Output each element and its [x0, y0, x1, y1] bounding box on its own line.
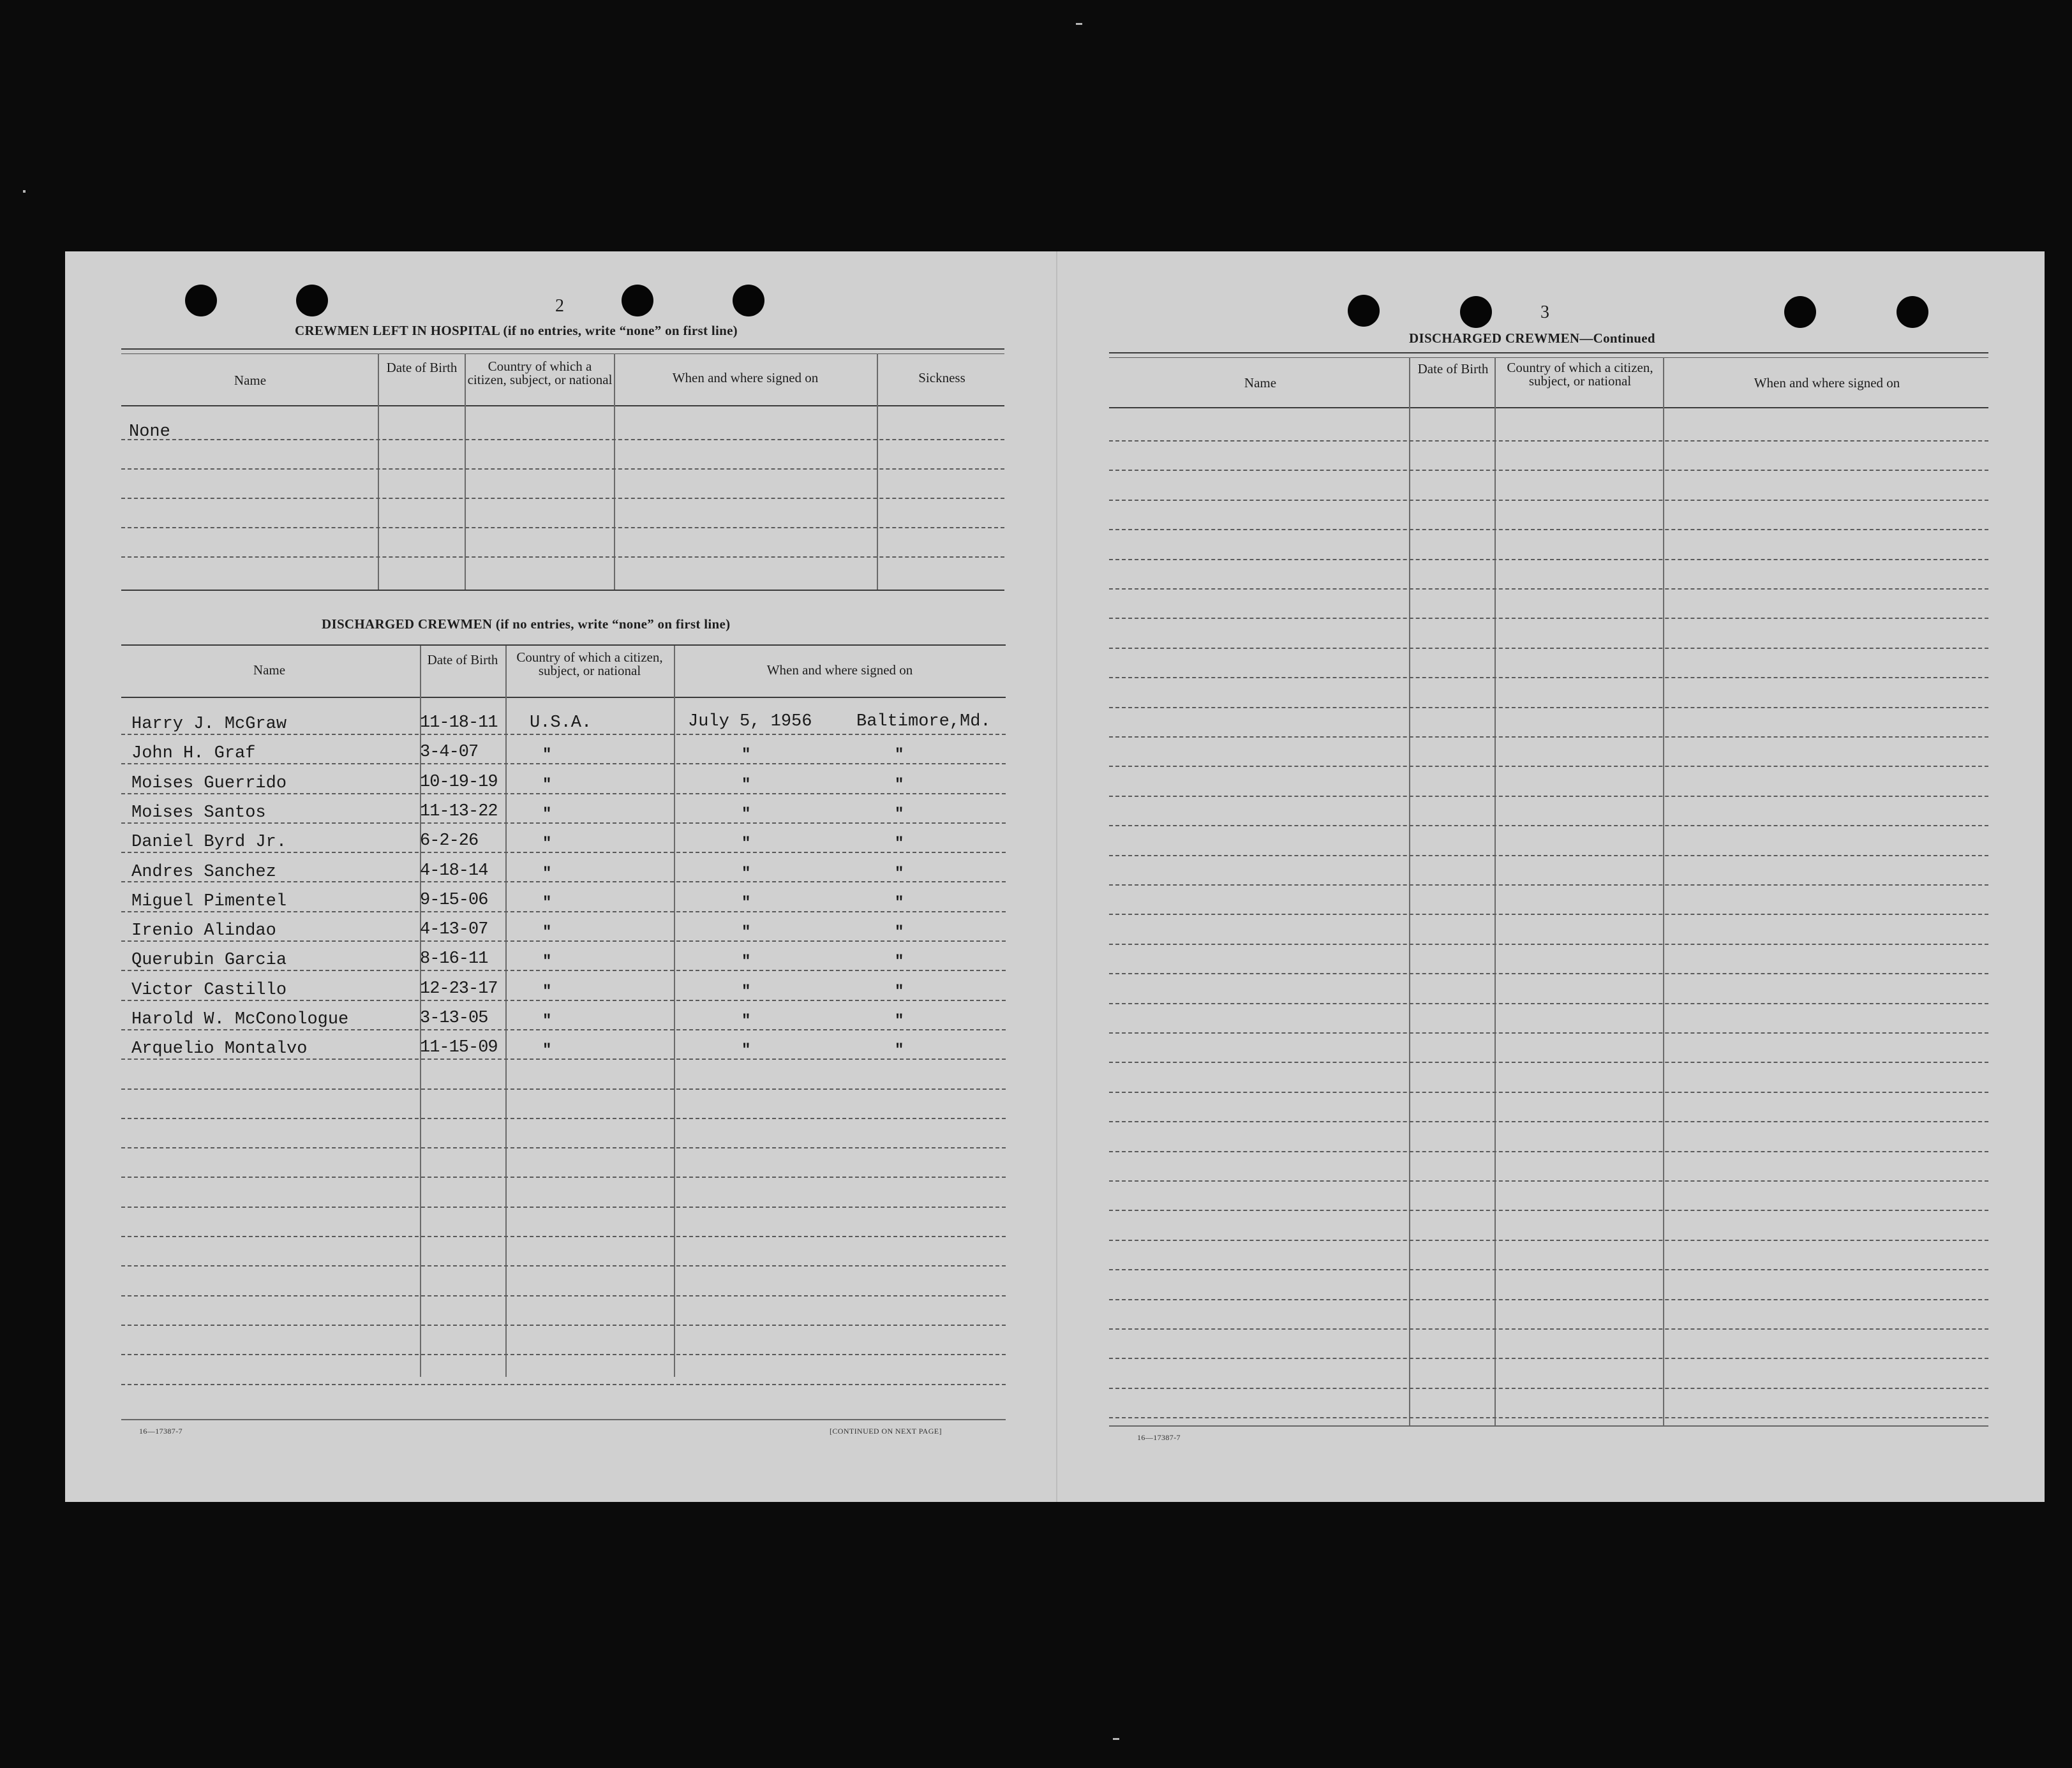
table-bottom-rule [121, 1419, 1006, 1420]
row-line [1109, 1180, 1988, 1182]
column-divider [1663, 357, 1664, 1425]
ditto-mark: " [895, 805, 904, 823]
hospital-title-text: CREWMEN LEFT IN HOSPITAL [295, 323, 500, 338]
ditto-mark: " [742, 747, 751, 764]
scan-speck [23, 190, 26, 193]
crewman-name: Victor Castillo [131, 980, 287, 1000]
header-bottom-rule [1109, 407, 1988, 408]
ditto-mark: " [542, 1042, 552, 1060]
row-line [1109, 1328, 1988, 1330]
ditto-mark: " [742, 805, 751, 823]
crewman-dob: 3-4-07 [420, 743, 479, 762]
crewman-dob: 6-2-26 [420, 831, 479, 851]
row-line [121, 1295, 1006, 1296]
crewman-name: Harry J. McGraw [131, 715, 287, 734]
column-header-country: Country of which a citizen, subject, or national [467, 359, 613, 387]
row-line [121, 527, 1004, 528]
crewman-name: Harold W. McConologue [131, 1010, 349, 1029]
row-line [1109, 825, 1988, 826]
column-header-dob: Date of Birth [386, 360, 458, 375]
ditto-mark: " [542, 776, 552, 794]
row-line [1109, 855, 1988, 856]
header-bottom-rule [121, 405, 1004, 406]
ditto-mark: " [895, 747, 904, 764]
ditto-mark: " [542, 953, 552, 971]
crewman-name: Moises Guerrido [131, 773, 287, 793]
ditto-mark: " [742, 953, 751, 971]
row-line [1109, 884, 1988, 886]
ditto-mark: " [895, 1042, 904, 1060]
crewman-name: Andres Sanchez [131, 862, 276, 882]
ditto-mark: " [895, 1013, 904, 1030]
row-line [1109, 529, 1988, 530]
row-line [121, 1147, 1006, 1148]
ditto-mark: " [742, 924, 751, 942]
row-line [1109, 796, 1988, 797]
crewman-name: John H. Graf [131, 744, 256, 764]
scan-speck [1113, 1738, 1119, 1740]
row-line [121, 1000, 1006, 1001]
table-top-rule [121, 644, 1006, 646]
header-bottom-rule [121, 697, 1006, 698]
ditto-mark: " [895, 983, 904, 1000]
row-line [121, 1384, 1006, 1385]
crewman-name: Moises Santos [131, 803, 266, 822]
ditto-mark: " [742, 835, 751, 853]
row-line [121, 1177, 1006, 1178]
table-bottom-rule [121, 590, 1004, 591]
ditto-mark: " [895, 953, 904, 971]
row-line [1109, 944, 1988, 945]
row-line [121, 468, 1004, 470]
crewman-dob: 11-18-11 [420, 713, 498, 732]
ditto-mark: " [742, 776, 751, 794]
row-line [1109, 1062, 1988, 1063]
crewman-dob: 10-19-19 [420, 772, 498, 792]
ditto-mark: " [542, 924, 552, 942]
row-line [121, 734, 1006, 735]
row-line [121, 822, 1006, 824]
row-line [1109, 618, 1988, 619]
column-divider [505, 646, 507, 1377]
row-line [1109, 559, 1988, 560]
row-line [121, 1265, 1006, 1267]
row-line [121, 1354, 1006, 1355]
row-line [121, 1325, 1006, 1326]
crewman-dob: 9-15-06 [420, 890, 488, 910]
punch-hole [1348, 295, 1380, 327]
ditto-mark: " [742, 1042, 751, 1060]
column-header-sickness: Sickness [918, 370, 965, 385]
row-line [121, 970, 1006, 971]
row-line [1109, 500, 1988, 501]
row-line [1109, 1032, 1988, 1034]
column-header-country: Country of which a citizen, subject, or national [1507, 360, 1653, 389]
row-line [1109, 648, 1988, 649]
column-header-dob: Date of Birth [427, 652, 498, 667]
hospital-section-title [295, 323, 738, 339]
row-line [121, 1118, 1006, 1119]
ditto-mark: " [895, 776, 904, 794]
form-number: 16—17387-7 [1137, 1433, 1181, 1442]
table-bottom-rule [1109, 1425, 1988, 1427]
row-line [1109, 1388, 1988, 1389]
crewman-dob: 4-18-14 [420, 861, 488, 880]
ditto-mark: " [895, 835, 904, 853]
crewman-dob: 11-15-09 [420, 1038, 498, 1058]
column-header-dob: Date of Birth [1417, 361, 1489, 376]
column-divider [877, 353, 878, 591]
row-line [1109, 1269, 1988, 1270]
hospital-title-note: (if no entries, write “none” on first line) [503, 323, 738, 338]
row-line [1109, 1299, 1988, 1300]
row-line [1109, 736, 1988, 738]
hospital-entry: None [129, 422, 170, 442]
row-line [121, 763, 1006, 764]
row-line [1109, 1121, 1988, 1122]
row-line [121, 1088, 1006, 1090]
crewman-dob: 4-13-07 [420, 920, 488, 940]
column-header-name: Name [253, 662, 286, 678]
signed-on-place: Baltimore,Md. [856, 712, 991, 731]
crewman-dob: 8-16-11 [420, 949, 488, 969]
row-line [1109, 440, 1988, 442]
row-line [1109, 1151, 1988, 1152]
row-line [121, 911, 1006, 912]
page-number: 2 [555, 296, 564, 316]
row-line [121, 881, 1006, 882]
row-line [1109, 1003, 1988, 1004]
row-line [1109, 914, 1988, 915]
crewman-name: Irenio Alindao [131, 921, 276, 941]
ditto-mark: " [742, 983, 751, 1000]
form-number: 16—17387-7 [139, 1427, 183, 1436]
ditto-mark: " [542, 805, 552, 823]
discharged-continued-title [1409, 331, 1655, 346]
column-header-name: Name [234, 373, 267, 388]
column-header-when-where: When and where signed on [1754, 375, 1900, 390]
row-line [121, 498, 1004, 499]
row-line [1109, 973, 1988, 974]
continued-title-suffix: —Continued [1579, 331, 1655, 346]
table-top-rule [121, 353, 1004, 354]
ditto-mark: " [895, 924, 904, 942]
right-page [1058, 251, 2045, 1502]
scan-speck [1076, 23, 1082, 25]
page-fold [1056, 251, 1057, 1502]
row-line [121, 1029, 1006, 1030]
row-line [121, 439, 1004, 440]
ditto-mark: " [542, 747, 552, 764]
left-page [65, 251, 1054, 1502]
column-divider [674, 646, 675, 1377]
row-line [1109, 1092, 1988, 1093]
column-header-when-where: When and where signed on [766, 662, 913, 678]
discharged-title-note: (if no entries, write “none” on first line) [495, 616, 731, 632]
ditto-mark: " [542, 983, 552, 1000]
column-divider [1494, 357, 1496, 1425]
crewman-name: Querubin Garcia [131, 951, 287, 970]
ditto-mark: " [542, 1013, 552, 1030]
crewman-dob: 11-13-22 [420, 801, 498, 821]
row-line [1109, 1210, 1988, 1211]
column-header-country: Country of which a citizen, subject, or national [516, 650, 663, 678]
row-line [1109, 1240, 1988, 1241]
column-header-when-where: When and where signed on [672, 370, 819, 385]
document-sheet [65, 251, 2045, 1502]
ditto-mark: " [542, 865, 552, 882]
row-line [1109, 766, 1988, 767]
row-line [1109, 707, 1988, 708]
table-top-rule [1109, 357, 1988, 358]
punch-hole [296, 285, 328, 316]
page-number: 3 [1540, 302, 1549, 322]
punch-hole [1784, 296, 1816, 328]
column-divider [378, 353, 379, 591]
punch-hole [1897, 296, 1928, 328]
row-line [1109, 677, 1988, 678]
row-line [121, 1059, 1006, 1060]
punch-hole [1460, 296, 1492, 328]
table-top-rule [121, 348, 1004, 350]
crewman-country: U.S.A. [530, 713, 592, 732]
row-line [121, 1236, 1006, 1237]
crewman-name: Arquelio Montalvo [131, 1039, 308, 1059]
ditto-mark: " [895, 894, 904, 912]
ditto-mark: " [742, 894, 751, 912]
crewman-name: Miguel Pimentel [131, 891, 287, 911]
row-line [1109, 1358, 1988, 1359]
continued-title-text: DISCHARGED CREWMEN [1409, 331, 1580, 346]
row-line [121, 940, 1006, 942]
row-line [1109, 588, 1988, 590]
row-line [121, 556, 1004, 558]
discharged-title-text: DISCHARGED CREWMEN [322, 616, 493, 632]
punch-hole [733, 285, 764, 316]
row-line [121, 1207, 1006, 1208]
row-line [121, 852, 1006, 853]
crewman-name: Daniel Byrd Jr. [131, 833, 287, 852]
punch-hole [185, 285, 217, 316]
column-divider [465, 353, 466, 591]
row-line [1109, 1417, 1988, 1418]
crewman-dob: 12-23-17 [420, 979, 498, 999]
row-line [1109, 470, 1988, 471]
ditto-mark: " [542, 894, 552, 912]
discharged-section-title [322, 616, 730, 632]
table-top-rule [1109, 352, 1988, 353]
column-divider [614, 353, 615, 591]
signed-on-date: July 5, 1956 [688, 712, 812, 731]
ditto-mark: " [742, 865, 751, 882]
column-divider [1409, 357, 1410, 1425]
ditto-mark: " [542, 835, 552, 853]
continued-note: [CONTINUED ON NEXT PAGE] [830, 1427, 942, 1436]
column-header-name: Name [1244, 375, 1277, 390]
crewman-dob: 3-13-05 [420, 1009, 488, 1028]
ditto-mark: " [742, 1013, 751, 1030]
ditto-mark: " [895, 865, 904, 882]
row-line [121, 793, 1006, 794]
punch-hole [622, 285, 653, 316]
